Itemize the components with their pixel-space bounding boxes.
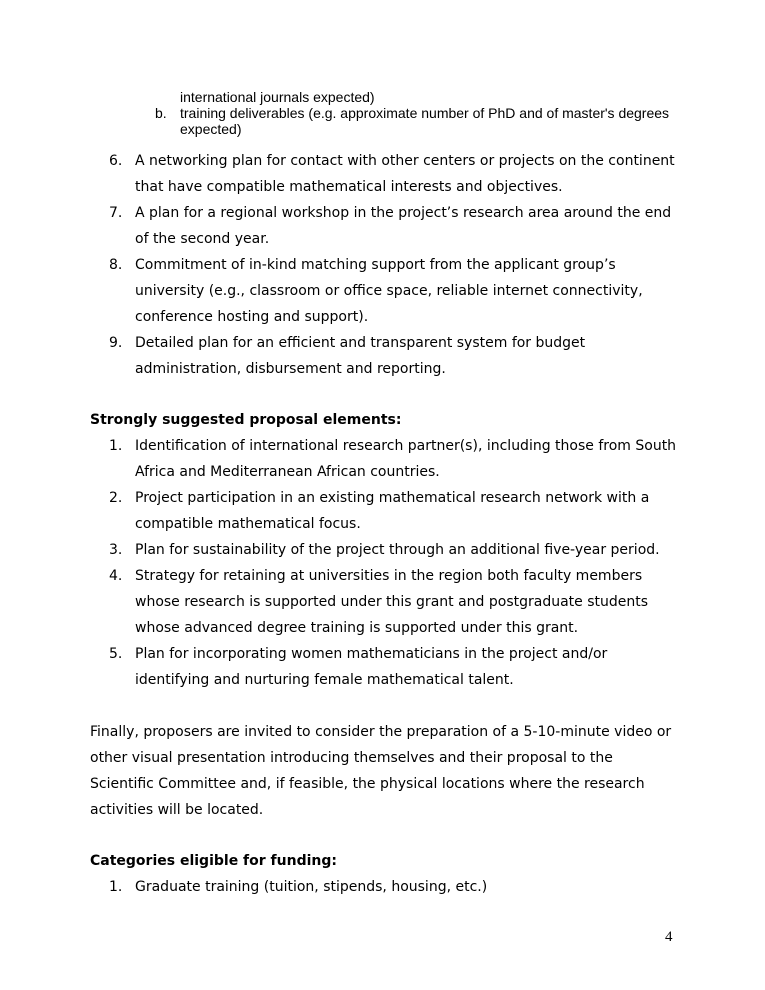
list-item [90,537,680,563]
list-item [90,148,680,200]
list-item [90,252,680,330]
list-item [90,330,680,382]
list-item-text: Commitment of in-kind matching support from the applicant group’s university (e.g., classroom or office space, reliable internet connectivity, conference hosting and support). [135,257,643,325]
list-item [90,874,680,900]
list-item-number: 4. [109,568,123,584]
list-item-text: Strategy for retaining at universities in the region both faculty members whose research is supported under this grant and postgraduate students whose advanced degree training is supported under this grant. [135,568,649,636]
categories-list [90,874,680,900]
finally-paragraph: Finally, proposers are invited to consider the preparation of a 5-10-minute video or other visual presentation introducing themselves and their proposal to the Scientific Committee and, if feasible, the physical locations where the research activities will be located. [90,724,672,818]
categories-heading: Categories eligible for funding: [90,853,337,869]
list-item-number: 3. [109,542,123,558]
sub-item-text: training deliverables (e.g. approximate number of PhD and of master's degrees expected) [180,105,670,137]
list-item-text: A networking plan for contact with other centers or projects on the continent that have compatible mathematical interests and objectives. [135,153,675,195]
list-item-number: 9. [109,335,123,351]
list-item-number: 5. [109,646,123,662]
list-item-text: Project participation in an existing mathematical research network with a compatible mathematical focus. [135,490,650,532]
list-item-number: 7. [109,205,123,221]
sub-item [155,105,675,137]
list-item [90,433,680,485]
page-number: 4 [665,929,673,945]
list-item-text: Plan for incorporating women mathematicians in the project and/or identifying and nurturing female mathematical talent. [135,646,608,688]
list-item [90,485,680,537]
list-item-text: A plan for a regional workshop in the project’s research area around the end of the second year. [135,205,672,247]
list-item [90,563,680,641]
suggested-elements-list [90,433,680,693]
list-item [90,641,680,693]
list-item-text: Graduate training (tuition, stipends, housing, etc.) [135,879,488,895]
list-item-number: 8. [109,257,123,273]
list-item-number: 2. [109,490,123,506]
required-elements-list [90,148,680,382]
suggested-elements-heading: Strongly suggested proposal elements: [90,412,402,428]
sub-item-list [155,89,675,137]
list-item-text: Detailed plan for an efficient and transparent system for budget administration, disbursement and reporting. [135,335,586,377]
list-item [90,200,680,252]
sub-item-continuation: international journals expected) [180,89,375,105]
list-item-text: Identification of international research partner(s), including those from South Africa and Mediterranean African countries. [135,438,677,480]
list-item-number: 1. [109,438,123,454]
list-item-text: Plan for sustainability of the project through an additional five-year period. [135,542,660,558]
sub-item-label: b. [155,105,167,121]
list-item-number: 6. [109,153,123,169]
list-item-number: 1. [109,879,123,895]
